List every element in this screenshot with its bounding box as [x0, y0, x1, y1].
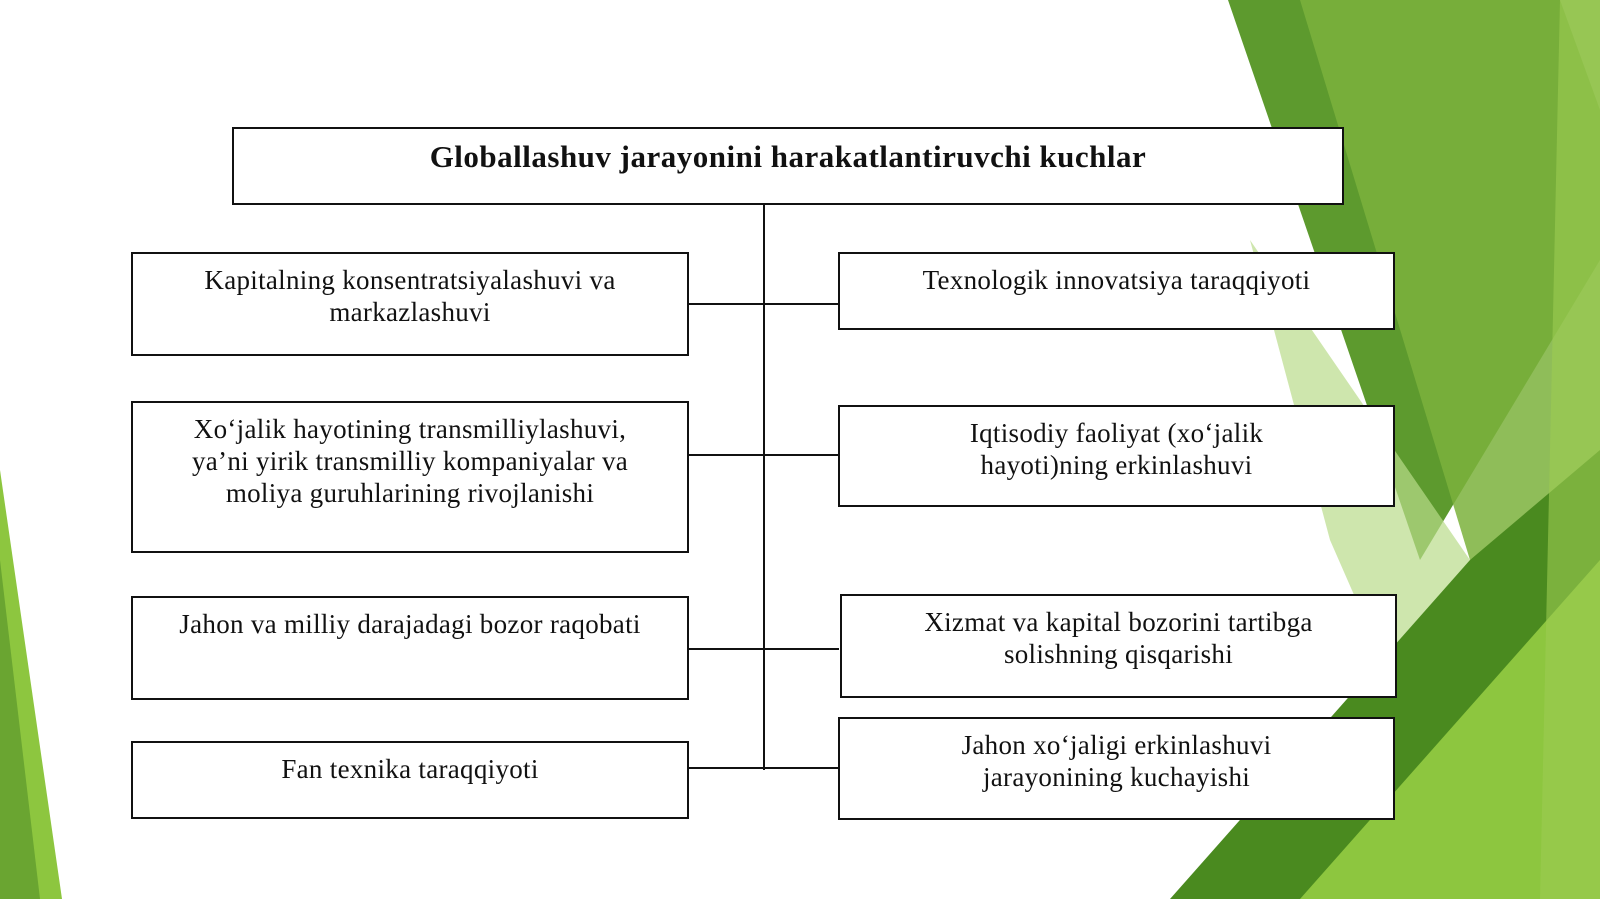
left-item-text: Kapitalning konsentratsiyalashuvi va markazlashuvi [204, 265, 616, 327]
right-item-text: Texnologik innovatsiya taraqqiyoti [922, 265, 1311, 295]
left-item-text: Jahon va milliy darajadagi bozor raqobati [179, 609, 641, 639]
right-item-box-2 [838, 405, 1395, 507]
right-item-box-4 [838, 717, 1395, 820]
connector-row-3 [688, 648, 839, 650]
left-item-text: Xo‘jalik hayotining transmilliylashuvi, ya’ni yirik transmilliy kompaniyalar va moliya guruhlarining rivojlanishi [191, 414, 629, 508]
right-item-box-1 [838, 252, 1395, 330]
left-item-box-2 [131, 401, 689, 553]
right-item-box-3 [840, 594, 1397, 698]
right-item-text: Xizmat va kapital bozorini tartibga solishning qisqarishi [924, 607, 1313, 669]
diagram-title: Globallashuv jarayonini harakatlantiruvchi kuchlar [429, 139, 1147, 174]
vertical-trunk-line [763, 203, 765, 770]
right-item-text: Iqtisodiy faoliyat (xo‘jalik hayoti)ning erkinlashuvi [969, 418, 1264, 480]
connector-row-1 [688, 303, 839, 305]
left-item-box-4 [131, 741, 689, 819]
connector-row-2 [688, 454, 839, 456]
connector-row-4 [688, 767, 839, 769]
left-item-text: Fan texnika taraqqiyoti [281, 754, 539, 784]
left-item-box-3 [131, 596, 689, 700]
diagram-title-box [232, 127, 1344, 205]
left-item-box-1 [131, 252, 689, 356]
right-item-text: Jahon xo‘jaligi erkinlashuvi jarayonining kuchayishi [961, 730, 1272, 792]
